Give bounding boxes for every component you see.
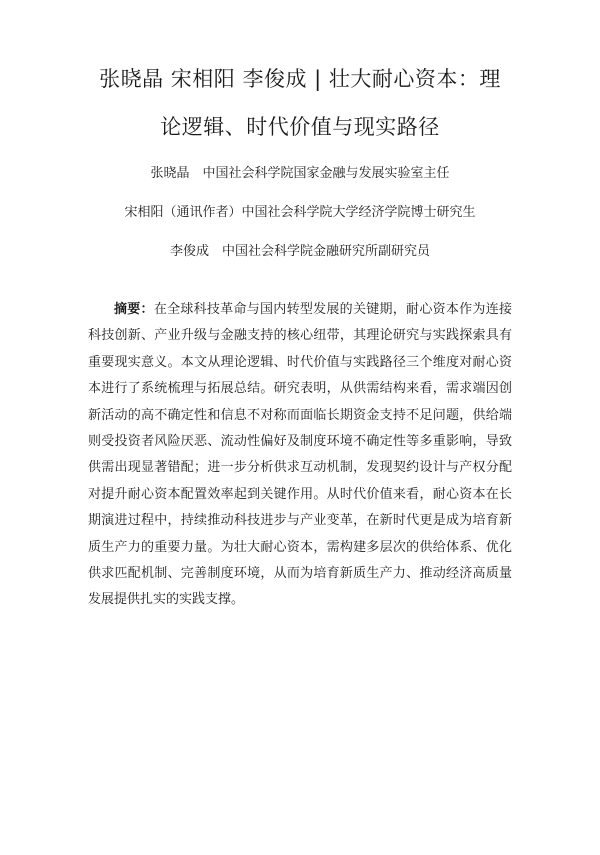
author-name: 李俊成 [169, 244, 209, 259]
author-list [88, 165, 512, 261]
abstract-text: 在全球科技革命与国内转型发展的关键期，耐心资本作为连接科技创新、产业升级与金融支持的核心纽带，其理论研究与实践探索具有重要现实意义。本文从理论逻辑、时代价值与实践路径三个维度对耐心资本进行了系统梳理与拓展总结。研究表明，从供需结构来看，需求端因创新活动的高不确定性和信息不对称而面临长期资金支持不足问题，供给端则受投资者风险厌恶、流动性偏好及制度环境不确定性等多重影响，导致供需出现显著错配；进一步分析供求互动机制，发现契约设计与产权分配对提升耐心资本配置效率起到关键作用。从时代价值来看，耐心资本在长期演进过程中，持续推动科技进步与产业变革，在新时代更是成为培育新质生产力的重要力量。为壮大耐心资本，需构建多层次的供给体系、优化供求匹配机制、完善制度环境，从而为培育新质生产力、推动经济高质量发展提供扎实的实践支撑。 [88, 302, 512, 608]
author-affiliation: 中国社会科学院大学经济学院博士研究生 [241, 205, 476, 220]
author-name: 张晓晶 [150, 166, 190, 181]
abstract-label: 摘要： [114, 302, 154, 317]
title-line-1: 张晓晶 宋相阳 李俊成 | 壮大耐心资本：理 [99, 67, 501, 91]
article-page [0, 55, 600, 855]
author-name: 宋相阳（通讯作者） [124, 205, 242, 220]
title-line-2: 论逻辑、时代价值与现实路径 [160, 115, 440, 139]
author-line [88, 243, 512, 261]
author-line [88, 204, 512, 222]
article-title [88, 55, 512, 151]
abstract-paragraph [88, 297, 512, 614]
author-affiliation: 中国社会科学院国家金融与发展实验室主任 [202, 166, 450, 181]
author-affiliation: 中国社会科学院金融研究所副研究员 [222, 244, 431, 259]
author-line [88, 165, 512, 183]
